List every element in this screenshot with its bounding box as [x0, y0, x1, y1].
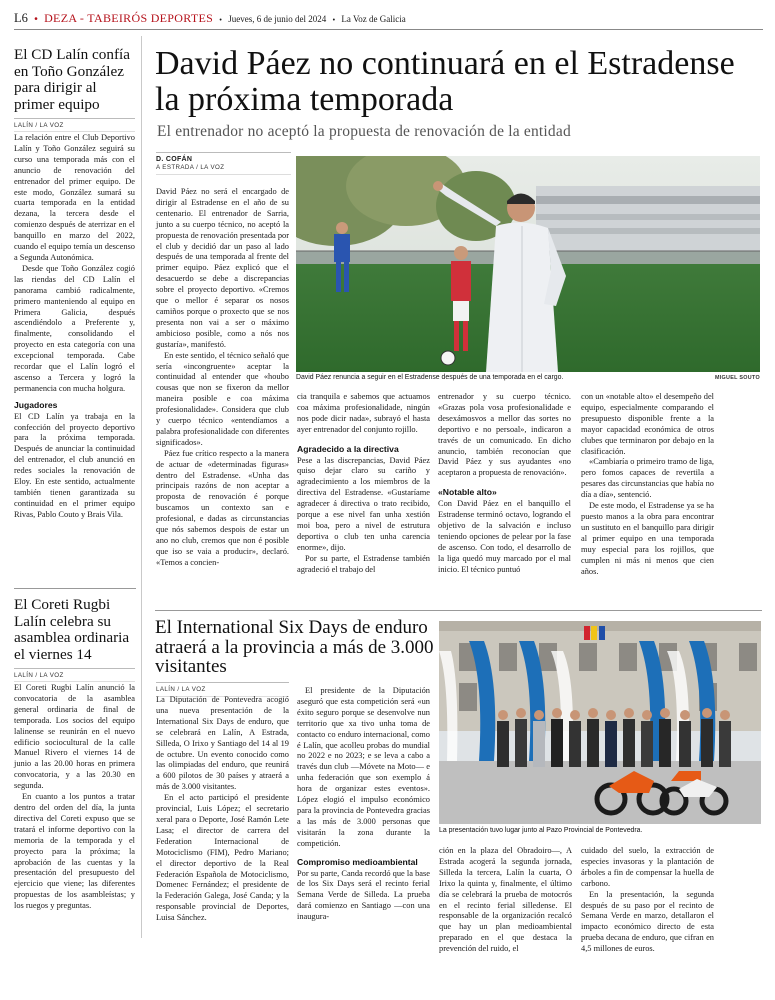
subheading: Compromiso medioambiental	[297, 856, 418, 867]
sidebar-byline: LALÍN / LA VOZ	[14, 122, 64, 129]
main-headline: David Páez no continuará en el Estradense la próxima temporada	[155, 45, 735, 118]
main-column-1	[156, 187, 289, 569]
paragraph: El Coreti Rugbi Lalín anunció la convocatoria de la asamblea general ordinaria de final de temporada. Los socios del equipo lalinense se reunirán en el nuevo edificio sociocultural de la calle Manuel Rivero el viernes 14 de junio a las 20.00 horas en primera convocatoria, y a las 20.30 en segunda.	[14, 683, 135, 791]
main-subheadline: El entrenador no aceptó la propuesta de renovación de la entidad	[157, 123, 571, 140]
main-column-2	[297, 392, 430, 576]
header-bullet: •	[332, 17, 336, 24]
paragraph: De este modo, el Estradense ya se ha puesto manos a la obra para encontrar un sustituto en el banquillo para dirigir al primer equipo en una temporada muy especial para los rojillos, que cumplen ni más ni menos que cien años.	[581, 501, 714, 576]
paragraph: En este sentido, el técnico señaló que sería «incongruente» aceptar la continuidad al entender que «houbo cousas que non se fixeron da mellor maneira posible e coa máxima profesionalidade». Considera que club y cuerpo técnico «entendíamos a palabra profesionalidade con diferentes significados».	[156, 350, 289, 447]
caption-text: David Páez renuncia a seguir en el Estradense después de una temporada en el cargo.	[296, 374, 564, 381]
dateline: A ESTRADA / LA VOZ	[156, 164, 225, 171]
section-name: DEZA - TABEIRÓS DEPORTES	[44, 11, 214, 25]
subheading: «Notable alto»	[438, 487, 497, 498]
paragraph: El presidente de la Diputación aseguró que esta competición será «un éxito seguro porque se desenvolve nun territorio que xa tivo unha toma de contacto co enduro internacional, como é Lalín, que acolleu probas do mundial no 2022 e no 2023; e se leva a cabo a través dun club —Móvete na Moto— e unha federación que son exemplo á hora de organizar estes eventos». López elogió el impulso económico para la provincia de Pontevedra gracias a las más de 3.000 personas que visitarán la zona durante la competición.	[297, 686, 430, 848]
second-column-4	[581, 846, 714, 955]
sidebar-body	[14, 683, 135, 912]
photo-group-presentation-icon	[439, 621, 761, 824]
sidebar-story-2	[14, 597, 135, 912]
paragraph: En la presentación, la segunda después de su paso por el recinto de Semana Verde en marzo, detallaron el impacto económico directo de esta prueba decana de enduro, que cifran en 4,5 millones de euros.	[581, 889, 714, 954]
second-column-2	[297, 686, 430, 923]
page-header	[14, 11, 764, 27]
paragraph: Por su parte, el Estradense también agradeció el trabajo del	[297, 553, 430, 574]
main-byline	[156, 152, 291, 175]
sidebar-headline: El CD Lalín confía en Toño González para dirigir al primer equipo	[14, 46, 130, 113]
paragraph: cia tranquila e sabemos que actuamos coa máxima profesionalidade, ningún nos pode dicir nada», subrayó el hasta ayer entrenador del conjunto rojillo.	[297, 392, 430, 434]
subheading: Agradecido a la directiva	[297, 443, 399, 454]
sidebar-body	[14, 133, 135, 521]
header-rule	[14, 29, 763, 30]
photo-caption	[296, 374, 760, 382]
paragraph: «Cambiaría o primeiro tramo de liga, pero fomos capaces de revertila a pesares das circunstancias que había no día a día», sentenció.	[581, 457, 714, 500]
second-photo	[439, 621, 761, 824]
dateline: LALÍN / LA VOZ	[156, 686, 206, 693]
header-bullet: •	[34, 14, 38, 25]
subheading: Jugadores	[14, 399, 58, 410]
paragraph: ción en la plaza del Obradoiro—, A Estrada acogerá la segunda jornada, Silleda la tercera, Lalín la cuarta, O Irixo la quinta y, finalmente, el último día se celebrará la prueba de motocrós en el recinto ferial silledense. El responsable de la organización recalcó que hay un plan medioambiental preparado en el que destaca la prevención del ruido, el	[439, 846, 572, 954]
paragraph: La relación entre el Club Deportivo Lalín y Toño González seguirá su curso una temporada más con el anuncio de renovación del entrenador del primer equipo. De este modo, González sumará su cuarta temporada en la entidad dezana, la tercera desde el comienzo después de aterrizar en el banquillo en marzo del 2022, cuando el equipo temía un descenso a Segunda Autonómica.	[14, 133, 135, 262]
newspaper-name: La Voz de Galicia	[341, 14, 406, 24]
paragraph: En el acto participó el presidente provincial, Luis López; el secretario xeral para o Deporte, José Ramón Lete Lasa; el director de carrera del Federation Internacional de Motociclismo (FIM), Pedro Mariano; el director deportivo de la Real Federación Española de Motociclismo, Domenec Fernández; el presidente de la Federación Galega, José Canda; y la responsable provincial de Deportes, Luisa Sánchez.	[156, 793, 289, 923]
paragraph: con un «notable alto» el desempeño del equipo, especialmente comparando el presupuesto disponible frente a la mayor capacidad económica de otros clubes que terminaron por debajo en la clasificación.	[581, 392, 714, 456]
second-headline: El International Six Days de enduro atraerá a la provincia a más de 3.000 visitantes	[155, 617, 434, 677]
paragraph: Por su parte, Canda recordó que la base de los Six Days será el recinto ferial Semana Verde de Silleda. La prueba dará comienzo en Santiago —con una inaugura-	[297, 868, 430, 922]
sidebar-byline: LALÍN / LA VOZ	[14, 672, 64, 679]
paragraph: El CD Lalín ya trabaja en la confección del proyecto deportivo para la próxima temporada. Después de anunciar la continuidad del entrenador, el club anunció en redes sociales la renovación de Eloy. En este sentido, actualmente también tienen garantizada su continuidad en el primer equipo Rivas, Pablo Couto y Brais Vila.	[14, 411, 135, 519]
sidebar-separator	[14, 588, 136, 589]
header-bullet: •	[219, 17, 222, 24]
paragraph: Páez fue crítico respecto a la manera de actuar de «determinadas figuras» dentro del Estradense. «Unha das principais razóns de non aceptar a proposta de renovación é porque buscamos un contexto san e profesional, e dadas as circunstancias que nós sabemos despois de estar un ano no club, cremos que non é posible que iso se vaia a producir», declaró. «Temos a concien-	[156, 448, 289, 567]
paragraph: cuidado del suelo, la extracción de especies invasoras y la plantación de árboles a fin de compensar la huella de carbono.	[581, 846, 714, 888]
paragraph: entrenador y su cuerpo técnico. «Grazas pola vosa profesionalidade e desexámosvos a mellor das sortes no deportivo e no persoal», indicaron a través de un comunicado. En dicho anuncio, también reconocían que David Páez y sus ayudantes «no aceptaron a propuesta de renovación».	[438, 392, 571, 478]
paragraph: Desde que Toño González cogió las riendas del CD Lalín el panorama cambió radicalmente, primero manteniendo al equipo en Primera Galicia, después ascendiéndolo a Preferente y, finalmente, consolidando el proyecto en esta categoría con una excepcional temporada. Cabe recordar que el Lalín logró el ascenso a Tercera y logró la permanencia con mucha holgura.	[14, 263, 135, 393]
sidebar-headline: El Coreti Rugbi Lalín celebra su asamblea ordinaria el viernes 14	[14, 596, 130, 663]
main-photo	[296, 156, 760, 372]
paragraph: En cuanto a los puntos a tratar dentro del orden del día, la junta directiva del Coreti expuso que se tratará el informe deportivo con la memoria de la temporada y el proyecto para la próxima; la aprobación de las cuentas y la presentación del presupuesto del ejercicio que viene; las diferentes propuestas de los asambleístas; y los ruegos y preguntas.	[14, 792, 135, 911]
photo-football-coach-icon	[296, 156, 760, 372]
paragraph: Con David Páez en el banquillo el Estradense terminó octavo, logrando el objetivo de la salvación e incluso teniendo opciones de pelear por la fase de ascenso. Con todo, el desarrollo de la liga quedó muy marcado por el mal inicio. El técnico puntuó	[438, 499, 571, 574]
second-column-1	[156, 695, 289, 924]
paragraph: La Diputación de Pontevedra acogió una nueva presentación de la International Six Days de enduro, que se celebrará en Lalín, A Estrada, Silleda, O Irixo y Santiago del 14 al 19 de octubre. Un evento conocido como las olimpiadas del enduro, que reunirá a 600 pilotos de 30 países y atraerá a más de 3.000 visitantes.	[156, 695, 289, 792]
story-separator	[155, 610, 762, 611]
main-column-4	[581, 392, 714, 577]
second-column-3	[439, 846, 572, 955]
main-column-3	[438, 392, 571, 576]
photo-credit: MIGUEL SOUTO	[714, 375, 760, 381]
paragraph: David Páez no será el encargado de dirigir al Estradense en el año de su centenario. El entrenador de Sarria, junto a su cuerpo técnico, no aceptó la propuesta de renovación presentada por el club y decidió dar un paso al lado después de una temporada al frente del primer equipo. Páez explicó que el desacuerdo se debe a discrepancias sobre el proyecto deportivo. «Cremos que o mellor é separar os nosos camiños porque o proxecto que se nos presenta non vai a ser o máximo ambicioso posible, como a nós nos gustaría», manifestó.	[156, 187, 290, 349]
page-number: L6	[14, 11, 28, 25]
issue-date: Jueves, 6 de junio del 2024	[228, 14, 327, 24]
sidebar-divider	[141, 36, 142, 938]
second-photo-caption: La presentación tuvo lugar junto al Pazo Provincial de Pontevedra.	[439, 827, 643, 834]
sidebar-story-1	[14, 47, 135, 521]
author-name: D. COFÁN	[156, 156, 193, 163]
paragraph: Pese a las discrepancias, David Páez quiso dejar claro su cariño y agradecimiento a los miembros de la directiva del Estradense. «Gustaríame agradecer á directiva o trato recibido, porque a ese nivel fan unha xestión moi boa, pero a nivel de estrutura deportiva o club ten unha carencia enorme», dijo.	[297, 455, 430, 552]
